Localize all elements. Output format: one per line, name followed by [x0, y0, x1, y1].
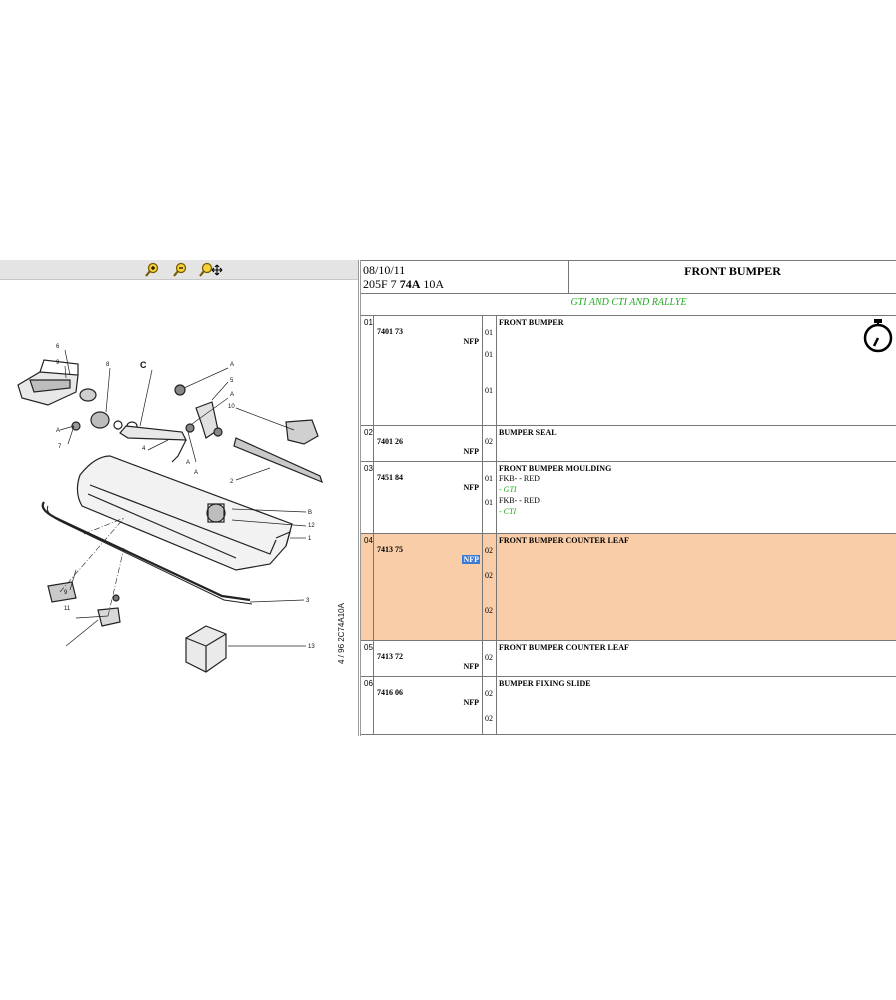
part-description: FRONT BUMPER COUNTER LEAF: [499, 536, 629, 545]
nfp-flag: NFP: [463, 555, 479, 564]
quantity-value: 02: [485, 437, 493, 446]
variant-text: FKB- - RED: [499, 474, 540, 483]
zoom-move-icon[interactable]: [198, 262, 224, 278]
quantity-value: 02: [485, 571, 493, 580]
catalog-header-info: [361, 260, 569, 294]
callout-label: 9: [56, 360, 60, 366]
table-row[interactable]: [361, 316, 896, 426]
nfp-flag: NFP: [463, 662, 479, 671]
part-number[interactable]: 7401 26: [377, 437, 403, 446]
callout-label: 12: [308, 523, 315, 529]
part-description: FRONT BUMPER MOULDING: [499, 464, 612, 473]
description-cell: [497, 641, 896, 676]
exploded-view-drawing: [0, 280, 358, 736]
catalog-code: 205F 7 74A 10A: [363, 277, 445, 291]
part-number[interactable]: 7451 84: [377, 473, 403, 482]
catalog-date: 08/10/11: [363, 263, 406, 277]
line-number: 02: [361, 426, 374, 461]
callout-label: C: [140, 360, 147, 370]
quantity-value: 02: [485, 653, 493, 662]
description-cell: [497, 534, 896, 640]
callout-label: 2: [230, 479, 234, 485]
callout-label: 3: [306, 598, 310, 604]
diagram-toolbar: [0, 260, 358, 280]
part-reference-cell: [374, 426, 483, 461]
part-reference-cell: [374, 677, 483, 734]
line-number: 04: [361, 534, 374, 640]
part-number[interactable]: 7416 06: [377, 688, 403, 697]
callout-label: 13: [308, 644, 315, 650]
description-cell: [497, 677, 896, 734]
line-number: 05: [361, 641, 374, 676]
table-row[interactable]: [361, 426, 896, 462]
quantity-cell: [483, 316, 497, 425]
model-applicability: GTI AND CTI AND RALLYE: [361, 294, 896, 316]
callout-label: A: [194, 470, 199, 476]
callout-label: A: [186, 460, 191, 466]
table-row[interactable]: [361, 534, 896, 641]
nfp-flag: NFP: [463, 698, 479, 707]
callout-label: B: [308, 510, 313, 516]
quantity-cell: [483, 534, 497, 640]
callout-label: 6: [56, 344, 60, 350]
drawing-reference: 4 / 96 2C74A10A: [337, 603, 346, 664]
callout-label: 10: [228, 404, 235, 410]
part-number[interactable]: 7413 72: [377, 652, 403, 661]
callout-label: 1: [308, 536, 312, 542]
parts-diagram: [0, 280, 358, 736]
part-description: FRONT BUMPER COUNTER LEAF: [499, 643, 629, 652]
part-reference-cell: [374, 641, 483, 676]
part-number[interactable]: 7401 73: [377, 327, 403, 336]
part-description: BUMPER SEAL: [499, 428, 557, 437]
callout-label: A: [230, 362, 235, 368]
parts-list-panel: [361, 260, 896, 736]
quantity-cell: [483, 641, 497, 676]
callout-label: 5: [230, 378, 234, 384]
part-description: FRONT BUMPER: [499, 318, 564, 327]
zoom-in-icon[interactable]: [144, 262, 160, 278]
callout-label: A: [230, 392, 235, 398]
part-reference-cell: [374, 534, 483, 640]
quantity-cell: [483, 462, 497, 533]
quantity-value: 01: [485, 474, 493, 483]
callout-label: 7: [58, 444, 62, 450]
callout-label: 8: [106, 362, 110, 368]
stopwatch-icon[interactable]: [862, 318, 894, 356]
description-cell: [497, 462, 896, 533]
nfp-flag: NFP: [463, 337, 479, 346]
quantity-value: 02: [485, 689, 493, 698]
callout-label: A: [56, 428, 61, 434]
nfp-flag: NFP: [463, 447, 479, 456]
quantity-cell: [483, 426, 497, 461]
table-row[interactable]: [361, 641, 896, 677]
quantity-value: 02: [485, 714, 493, 723]
part-reference-cell: [374, 316, 483, 425]
part-reference-cell: [374, 462, 483, 533]
line-number: 01: [361, 316, 374, 425]
description-cell: [497, 316, 896, 425]
variant-text: FKB- - RED: [499, 496, 540, 505]
callout-label: 11: [64, 606, 71, 612]
zoom-out-icon[interactable]: [172, 262, 188, 278]
page-title: FRONT BUMPER: [569, 260, 896, 294]
description-cell: [497, 426, 896, 461]
quantity-value: 01: [485, 386, 493, 395]
line-number: 03: [361, 462, 374, 533]
quantity-value: 01: [485, 328, 493, 337]
quantity-value: 02: [485, 606, 493, 615]
quantity-value: 01: [485, 498, 493, 507]
callout-label: 9: [64, 590, 68, 596]
quantity-value: 02: [485, 546, 493, 555]
callout-label: 4: [142, 446, 146, 452]
quantity-value: 01: [485, 350, 493, 359]
line-number: 06: [361, 677, 374, 734]
part-description: BUMPER FIXING SLIDE: [499, 679, 591, 688]
table-row[interactable]: [361, 462, 896, 534]
variant-model: - GTI: [499, 485, 517, 494]
nfp-flag: NFP: [463, 483, 479, 492]
variant-model: - CTI: [499, 507, 517, 516]
part-number[interactable]: 7413 75: [377, 545, 403, 554]
quantity-cell: [483, 677, 497, 734]
diagram-panel: [0, 260, 358, 736]
table-row[interactable]: [361, 677, 896, 735]
